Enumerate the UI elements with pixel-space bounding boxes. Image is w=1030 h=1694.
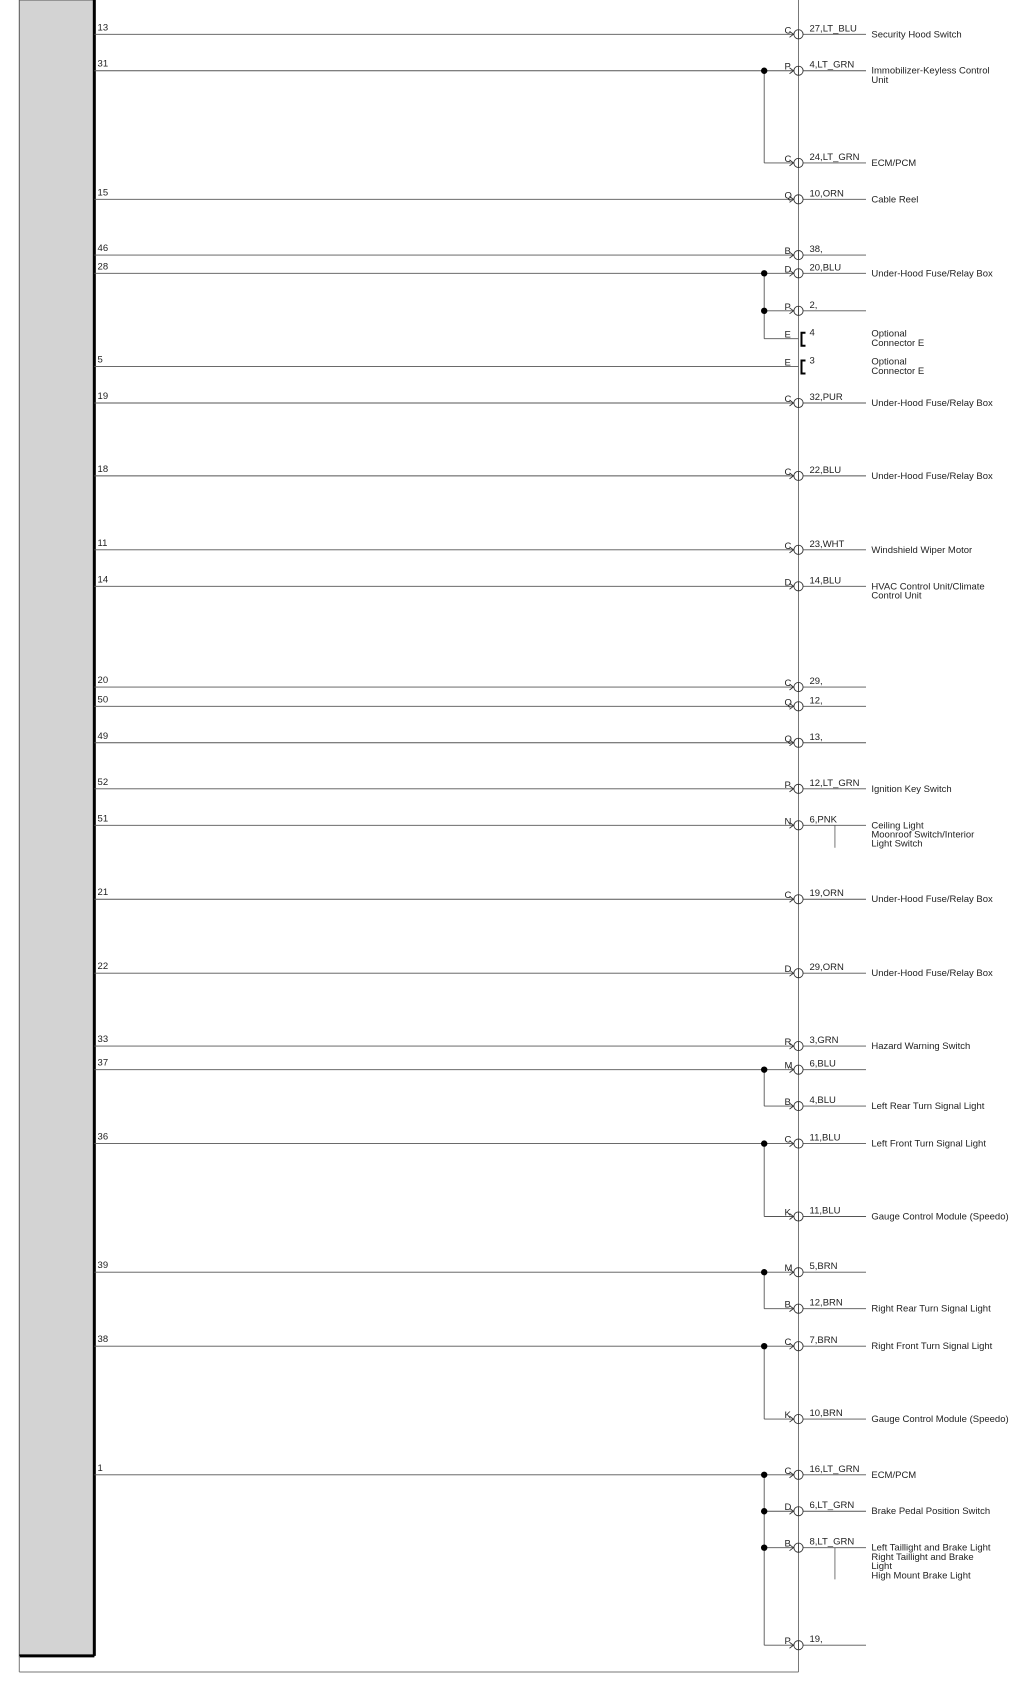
wire-label: 3,GRN — [809, 1035, 839, 1047]
component-label: Hazard Warning Switch — [871, 1041, 971, 1053]
connector-row — [764, 152, 916, 169]
wire-label: 6,PNK — [809, 814, 837, 826]
component-label: Immobilizer-Keyless Control — [871, 65, 990, 77]
connector-letter: Q — [784, 190, 792, 202]
component-label: Optional — [871, 328, 907, 340]
component-label: Under-Hood Fuse/Relay Box — [871, 397, 993, 409]
splice-dot — [761, 1544, 767, 1550]
component-label: Left Front Turn Signal Light — [871, 1138, 986, 1150]
control-module-box — [19, 0, 94, 1656]
circuit-pin-21 — [94, 887, 993, 905]
wire-label: 11,BLU — [809, 1132, 841, 1144]
wire-label: 5,BRN — [809, 1261, 838, 1273]
wire-label: 2, — [809, 299, 818, 311]
component-label: HVAC Control Unit/Climate — [871, 581, 985, 593]
connector-row — [784, 392, 993, 409]
connector-row — [761, 1500, 990, 1517]
component-label: Under-Hood Fuse/Relay Box — [871, 968, 993, 980]
connector-row — [761, 300, 866, 316]
connector-row — [761, 1133, 986, 1150]
connector-letter: P — [784, 61, 791, 73]
pin-number: 39 — [97, 1260, 109, 1272]
connector-letter: R — [784, 1037, 792, 1049]
wire-label: 12, — [809, 695, 823, 707]
connector-row — [761, 1464, 916, 1481]
pin-number: 22 — [97, 961, 109, 973]
connector-row — [784, 814, 974, 849]
connector-row — [784, 575, 984, 601]
pin-number: 1 — [97, 1462, 103, 1474]
wire-label: 10,ORN — [809, 188, 844, 200]
connector-letter: B — [784, 1538, 791, 1550]
wire-label: 29, — [809, 676, 823, 688]
connector-row — [764, 328, 924, 349]
pin-number: 20 — [97, 675, 109, 687]
connector-letter: D — [784, 964, 792, 976]
pin-number: 50 — [97, 694, 109, 706]
wire-label: 16,LT_GRN — [809, 1463, 860, 1475]
connector-letter: C — [784, 1337, 792, 1349]
pin-number: 51 — [97, 813, 109, 825]
connector-row — [761, 262, 993, 279]
connector-letter: M — [784, 1263, 793, 1275]
connector-row — [764, 1408, 1008, 1425]
connector-letter: C — [784, 393, 792, 405]
splice-dot — [761, 1140, 767, 1146]
circuit-pin-22 — [94, 961, 993, 979]
pin-number: 33 — [97, 1034, 109, 1046]
component-label: Right Taillight and Brake — [871, 1551, 974, 1563]
component-label: Ignition Key Switch — [871, 783, 952, 795]
circuit-pin-1 — [94, 1463, 991, 1650]
wire-label: 32,PUR — [809, 391, 843, 403]
connector-row — [784, 962, 993, 979]
component-label: Right Rear Turn Signal Light — [871, 1303, 991, 1315]
connector-letter: D — [784, 264, 792, 276]
wire-label: 23,WHT — [809, 538, 845, 550]
component-label: Gauge Control Module (Speedo) — [871, 1211, 1009, 1223]
component-label: Brake Pedal Position Switch — [871, 1506, 991, 1518]
connector-letter: P — [784, 1636, 791, 1648]
component-label: Ceiling Light — [871, 820, 924, 832]
circuit-pin-31 — [94, 59, 989, 169]
connector-row — [784, 888, 993, 905]
circuit-pin-19 — [94, 391, 993, 409]
circuit-pin-36 — [94, 1132, 1008, 1223]
circuit-pin-49 — [94, 731, 866, 748]
splice-dot — [761, 1508, 767, 1514]
wire-label: 10,BRN — [809, 1408, 843, 1420]
component-label: Connector E — [871, 337, 925, 349]
connector-letter: C — [784, 25, 792, 37]
splice-dot — [761, 68, 767, 74]
connector-letter: E — [784, 329, 791, 341]
connector-row — [784, 23, 961, 40]
wire-label: 8,LT_GRN — [809, 1536, 855, 1548]
connector-letter: C — [784, 466, 792, 478]
optional-connector-bracket — [801, 361, 805, 374]
pin-number: 19 — [97, 390, 109, 402]
connector-letter: M — [784, 1060, 793, 1072]
connector-letter: C — [784, 678, 792, 690]
pin-number: 15 — [97, 187, 109, 199]
component-label: Control Unit — [871, 590, 922, 602]
connector-letter: D — [784, 1502, 792, 1514]
connector-row — [784, 676, 866, 692]
connector-row — [784, 188, 918, 205]
connector-letter: E — [784, 357, 791, 369]
pin-number: 37 — [97, 1057, 109, 1069]
connector-row — [764, 1205, 1008, 1222]
pin-number: 38 — [97, 1334, 109, 1346]
pin-number: 28 — [97, 261, 109, 273]
splice-dot — [761, 1269, 767, 1275]
circuit-pin-51 — [94, 813, 974, 849]
wire-label: 13, — [809, 731, 823, 743]
cavity-number: 4 — [809, 327, 815, 339]
component-label: Unit — [871, 74, 889, 86]
component-label: Connector E — [871, 365, 925, 377]
circuit-pin-39 — [94, 1260, 991, 1314]
component-label: Left Taillight and Brake Light — [871, 1542, 991, 1554]
connector-row — [761, 1537, 991, 1582]
wire-label: 29,ORN — [809, 962, 844, 974]
component-label: Gauge Control Module (Speedo) — [871, 1414, 1009, 1426]
circuit-pin-20 — [94, 675, 866, 692]
wire-label: 11,BLU — [809, 1205, 841, 1217]
splice-dot — [761, 270, 767, 276]
circuit-pin-13 — [94, 22, 961, 40]
connector-row — [784, 778, 951, 795]
wire-label: 27,LT_BLU — [809, 23, 857, 35]
module-body — [19, 0, 798, 1672]
optional-connector-bracket — [801, 333, 805, 346]
pin-number: 36 — [97, 1131, 109, 1143]
circuit-pin-5 — [94, 355, 924, 377]
component-label: ECM/PCM — [871, 157, 917, 169]
splice-dot — [761, 308, 767, 314]
pin-number: 52 — [97, 776, 109, 788]
circuit-pin-46 — [94, 243, 866, 260]
wire-label: 12,BRN — [809, 1297, 843, 1309]
component-label: Security Hood Switch — [871, 29, 962, 41]
component-label: Cable Reel — [871, 194, 919, 206]
wire-label: 14,BLU — [809, 575, 842, 587]
connector-letter: D — [784, 577, 792, 589]
circuit-pin-15 — [94, 187, 918, 205]
component-label: Right Front Turn Signal Light — [871, 1341, 993, 1353]
connector-letter: Q — [784, 697, 792, 709]
connector-row — [784, 465, 993, 482]
connector-letter: C — [784, 153, 792, 165]
wire-label: 7,BRN — [809, 1335, 838, 1347]
connector-letter: C — [784, 890, 792, 902]
circuit-pin-28 — [94, 261, 993, 349]
circuit-pin-52 — [94, 777, 951, 795]
pin-number: 46 — [97, 243, 109, 255]
connector-letter: B — [784, 246, 791, 258]
connector-row — [764, 1634, 866, 1650]
connector-row — [784, 539, 972, 556]
splice-dot — [761, 1472, 767, 1478]
connector-row — [761, 60, 990, 86]
connector-row — [764, 1095, 985, 1112]
pin-number: 11 — [97, 537, 108, 549]
pin-number: 21 — [97, 887, 109, 899]
connector-letter: Q — [784, 733, 792, 745]
connector-letter: B — [784, 1299, 791, 1311]
component-label: Under-Hood Fuse/Relay Box — [871, 894, 993, 906]
connector-letter: N — [784, 816, 792, 828]
component-label: ECM/PCM — [871, 1469, 917, 1481]
connector-row — [761, 1059, 866, 1075]
component-label: Left Rear Turn Signal Light — [871, 1101, 985, 1113]
component-label: Windshield Wiper Motor — [871, 544, 973, 556]
component-label: Optional — [871, 356, 907, 368]
wire-label: 24,LT_GRN — [809, 151, 860, 163]
wire-label: 4,LT_GRN — [809, 59, 855, 71]
connector-letter: P — [784, 779, 791, 791]
connector-row — [784, 244, 866, 260]
component-label: Light — [871, 1561, 892, 1573]
wire-layer — [94, 22, 1008, 1650]
component-label: Moonroof Switch/Interior — [871, 829, 975, 841]
connector-letter: K — [784, 1207, 791, 1219]
circuit-pin-18 — [94, 464, 993, 482]
component-label: High Mount Brake Light — [871, 1570, 971, 1582]
wire-label: 20,BLU — [809, 262, 842, 274]
connector-letter: B — [784, 1097, 791, 1109]
wire-label: 19, — [809, 1634, 823, 1646]
connector-row — [784, 356, 924, 377]
connector-row — [761, 1335, 993, 1352]
component-label: Light Switch — [871, 838, 923, 850]
circuit-pin-37 — [94, 1058, 984, 1112]
connector-letter: K — [784, 1410, 791, 1422]
pin-number: 5 — [97, 354, 103, 366]
connector-row — [784, 695, 866, 711]
cavity-number: 3 — [809, 355, 815, 367]
connector-letter: C — [784, 1465, 792, 1477]
wire-label: 6,LT_GRN — [809, 1500, 855, 1512]
splice-dot — [761, 1343, 767, 1349]
wire-label: 4,BLU — [809, 1095, 836, 1107]
connector-row — [784, 732, 866, 748]
connector-row — [761, 1261, 866, 1277]
wire-label: 6,BLU — [809, 1058, 836, 1070]
connector-row — [784, 1035, 970, 1052]
connector-letter: C — [784, 1134, 792, 1146]
circuit-pin-38 — [94, 1334, 1008, 1425]
circuit-pin-50 — [94, 694, 866, 711]
wire-label: 19,ORN — [809, 888, 844, 900]
connector-letter: C — [784, 540, 792, 552]
wire-label: 22,BLU — [809, 464, 842, 476]
pin-number: 31 — [97, 58, 109, 70]
circuit-pin-11 — [94, 538, 972, 556]
component-label: Under-Hood Fuse/Relay Box — [871, 470, 993, 482]
splice-dot — [761, 1066, 767, 1072]
circuit-pin-14 — [94, 574, 984, 601]
pin-number: 14 — [97, 574, 109, 586]
connector-letter: P — [784, 301, 791, 313]
wire-label: 38, — [809, 244, 823, 256]
pin-number: 18 — [97, 463, 109, 475]
circuit-pin-33 — [94, 1034, 970, 1052]
pin-number: 49 — [97, 730, 109, 742]
pin-number: 13 — [97, 22, 109, 34]
wire-label: 12,LT_GRN — [809, 777, 860, 789]
component-label: Under-Hood Fuse/Relay Box — [871, 268, 993, 280]
